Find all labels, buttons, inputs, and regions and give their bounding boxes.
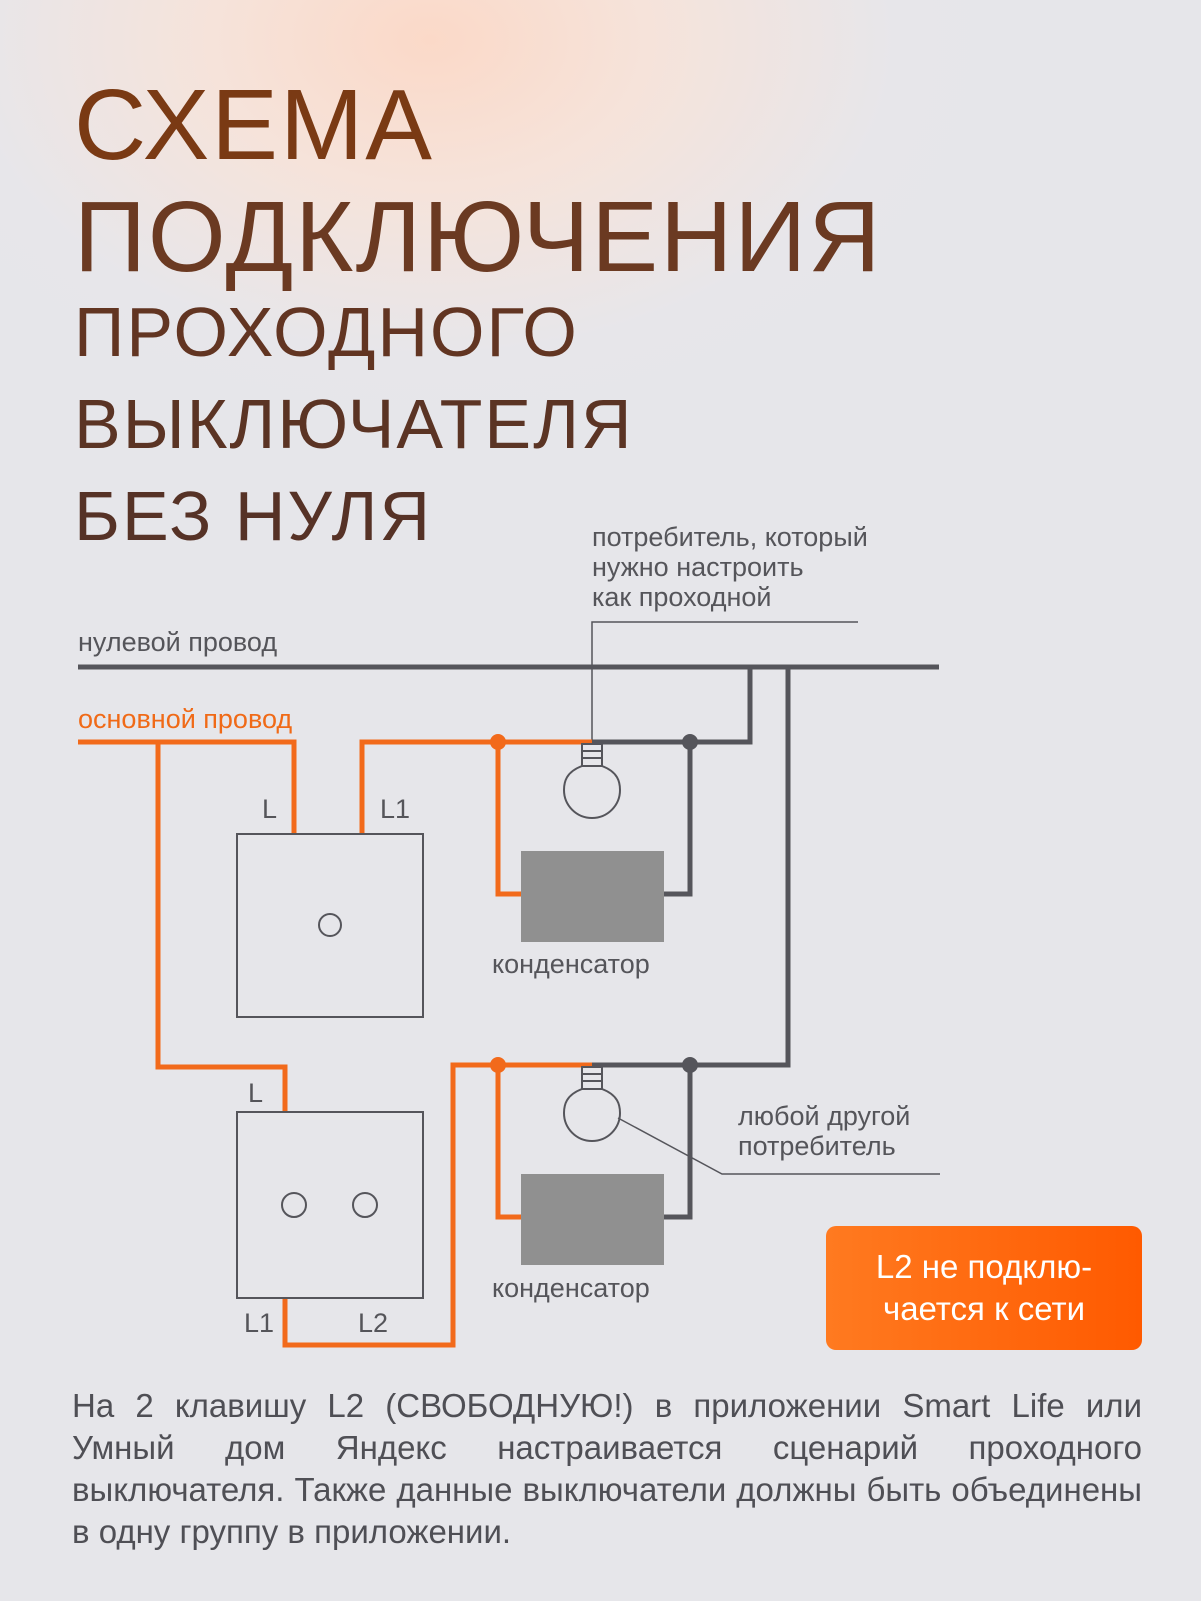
other-consumer-note-line-2: потребитель	[738, 1131, 896, 1161]
junction-dot	[682, 1057, 698, 1073]
junction-dot	[490, 734, 506, 750]
capacitor-1	[521, 851, 664, 942]
consumer-note-line-2: нужно настроить	[592, 552, 804, 582]
capacitor-2	[521, 1174, 664, 1265]
title-line-5: БЕЗ НУЛЯ	[74, 477, 433, 555]
neutral-wire-label: нулевой провод	[78, 627, 278, 657]
consumer-note-leader	[592, 622, 858, 740]
switch-1-key	[319, 914, 341, 936]
switch-2-terminal-L1: L1	[244, 1308, 275, 1338]
bulb-icon	[564, 744, 620, 818]
consumer-note-line-1: потребитель, который	[592, 522, 868, 552]
live-wires	[78, 742, 592, 1345]
badge-line-2: чается к сети	[883, 1290, 1085, 1327]
title-line-4: ВЫКЛЮЧАТЕЛЯ	[74, 385, 634, 463]
consumer-note-line-3: как проходной	[592, 582, 772, 612]
bulb-icon	[564, 1067, 620, 1141]
junction-dot	[490, 1057, 506, 1073]
title-line-1: СХЕМА	[74, 69, 434, 181]
other-consumer-note-line-1: любой другой	[738, 1101, 911, 1131]
title-line-2: ПОДКЛЮЧЕНИЯ	[74, 181, 883, 293]
junction-dot	[682, 734, 698, 750]
badge-line-1: L2 не подклю-	[875, 1248, 1093, 1285]
capacitor-2-label: конденсатор	[492, 1273, 650, 1303]
switch-1-terminal-L1: L1	[380, 794, 411, 824]
title-line-3: ПРОХОДНОГО	[74, 293, 579, 371]
switch-2-terminal-L: L	[248, 1078, 264, 1108]
main-wire-label: основной провод	[78, 704, 293, 734]
switch-1-terminal-L: L	[262, 794, 278, 824]
footer-description: На 2 клавишу L2 (СВОБОДНУЮ!) в приложении Smart Life или Умный дом Яндекс настраивается сценарий проходного выключателя. Также данные выключатели должны быть объединены в одну группу в приложении.	[72, 1387, 1142, 1550]
capacitor-1-label: конденсатор	[492, 949, 650, 979]
l2-note-badge	[826, 1226, 1142, 1350]
switch-2-terminal-L2: L2	[358, 1308, 389, 1338]
switch-2-key-2	[353, 1193, 377, 1217]
switch-1	[237, 834, 423, 1017]
switch-2-key-1	[282, 1193, 306, 1217]
switch-2	[237, 1112, 423, 1298]
